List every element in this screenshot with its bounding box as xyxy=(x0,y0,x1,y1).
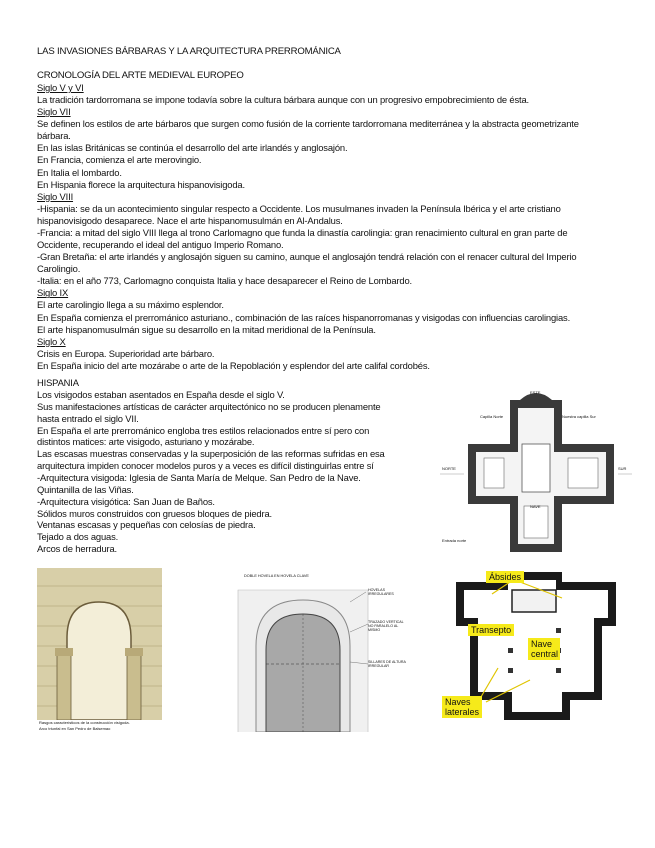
hispania-line: Arcos de herradura. xyxy=(37,543,118,555)
hispania-line: En España el arte prerrománico engloba tres estilos relacionados entre sí pero con xyxy=(37,424,370,436)
horseshoe-arch-diagram xyxy=(228,572,408,732)
chronology-line: Se definen los estilos de arte bárbaros que surgen como fusión de la corriente tardorromana mediterránea y la abstracta geometrizante xyxy=(37,118,579,130)
hispania-line: Tejado a dos aguas. xyxy=(37,531,119,543)
chronology-line: En España inicio del arte mozárabe o arte de la Repoblación y esplendor del arte califal cordobés. xyxy=(37,359,430,371)
chronology-line: -Hispania: se da un acontecimiento singular respecto a Occidente. Los musulmanes invaden la Península Ibérica y el arte cristiano xyxy=(37,202,561,214)
arch-caption-1: Rasgos característicos de la construcción visigoda. xyxy=(39,720,130,725)
chronology-line: El arte hispanomusulmán sigue su desarrollo en la mitad meridional de la Península. xyxy=(37,323,376,335)
chronology-line: En España comienza el prerrománico asturiano., combinación de las raíces hispanorromanas y visigodas con influencias carolingias. xyxy=(37,311,571,323)
century-heading: Siglo V y VI xyxy=(37,82,84,93)
plan-label-north-entry: Entrada norte xyxy=(442,538,467,543)
plan-label-north-chapel: Capilla Norte xyxy=(480,414,504,419)
century-heading: Siglo X xyxy=(37,335,66,347)
plan-label-south: SUR xyxy=(618,466,627,471)
hispania-line: Sus manifestaciones artísticas de carácter arquitectónico no se producen plenamente xyxy=(37,400,381,412)
arch-illustration-drawing xyxy=(37,568,162,720)
hispania-line: Sólidos muros construidos con gruesos bloques de piedra. xyxy=(37,507,272,519)
hispania-line: Las escasas muestras conservadas y la superposición de las reformas sufridas en esa xyxy=(37,448,385,460)
hispania-line: distintos matices: arte visigodo, asturiano y mozárabe. xyxy=(37,436,255,448)
arch-diagram-drawing xyxy=(228,572,408,732)
chronology-line: En Italia el lombardo. xyxy=(37,166,122,178)
century-heading: Siglo IX xyxy=(37,287,69,299)
callout-transept: Transepto xyxy=(468,624,514,636)
annotated-floor-plan-figure xyxy=(445,568,620,724)
hispania-line: Los visigodos estaban asentados en España desde el siglo V. xyxy=(37,389,285,400)
hispania-line: -Arquitectura visigoda: Iglesia de Santa María de Melque. San Pedro de la Nave. xyxy=(37,471,361,483)
chronology-line: -Italia: en el año 773, Carlomagno conquista Italia y hace desaparecer el Reino de Lombardo. xyxy=(37,275,412,287)
chronology-line: Carolingio. xyxy=(37,263,81,275)
chronology-line: hispanovisigodo desaparece. Nace el arte hispanomusulmán en Al-Andalus. xyxy=(37,214,343,226)
church-floor-plan-figure xyxy=(438,386,634,564)
hispania-title: HISPANIA xyxy=(37,377,79,388)
chronology-line: En Hispania florece la arquitectura hispanovisigoda. xyxy=(37,178,245,190)
chronology-line: En las islas Británicas se continúa el desarrollo del arte irlandés y anglosajón. xyxy=(37,142,348,154)
chronology-line: -Gran Bretaña: el arte irlandés y anglosajón siguen su camino, aunque el anglosajón tendrá relación con el renacer cultural del Imperio xyxy=(37,251,577,263)
document-title: LAS INVASIONES BÁRBARAS Y LA ARQUITECTURA PRERROMÁNICA xyxy=(37,46,341,57)
chronology-line: En Francia, comienza el arte merovingio. xyxy=(37,154,202,166)
chronology-line: bárbara. xyxy=(37,130,71,142)
century-heading: Siglo VII xyxy=(37,106,71,118)
chronology-title: CRONOLOGÍA DEL ARTE MEDIEVAL EUROPEO xyxy=(37,70,244,81)
callout-central-nave: Nave central xyxy=(528,638,560,660)
hispania-line: arquitectura impiden conocer modelos puros y a veces es difícil distinguirlas entre sí xyxy=(37,460,374,472)
hispania-line: -Arquitectura visigótica: San Juan de Baños. xyxy=(37,495,215,507)
callout-side-naves: Naves laterales xyxy=(442,696,482,718)
plan-label-east: ESTE xyxy=(530,390,541,395)
plan-label-south-chapel: Nuestra capilla Sur xyxy=(562,414,596,419)
arch-label-voussoirs: HOVELAS IRREGULARES xyxy=(368,588,394,596)
arch-label-vertical: TRAZADO VERTICAL NO PARALELO AL MISMO xyxy=(368,620,404,632)
hispania-line: Ventanas escasas y pequeñas con celosías de piedra. xyxy=(37,519,256,531)
chronology-line: -Francia: a mitad del siglo VIII llega al trono Carlomagno que funda la dinastía carolingia: gran renacimiento cultural en gran parte de xyxy=(37,226,568,238)
chronology-line: Crisis en Europa. Superioridad arte bárbaro. xyxy=(37,347,215,359)
horseshoe-arch-illustration xyxy=(37,568,162,734)
century-heading: Siglo VIII xyxy=(37,190,74,202)
callout-apses: Ábsides xyxy=(486,571,524,583)
hispania-line: hasta entrado el siglo VII. xyxy=(37,412,139,424)
hispania-line: Quintanilla de las Viñas. xyxy=(37,483,134,495)
plan-label-north: NORTE xyxy=(442,466,456,471)
chronology-line: El arte carolingio llega a su máximo esplendor. xyxy=(37,299,224,311)
floor-plan-drawing xyxy=(438,386,634,564)
plan-label-nave: NAVE xyxy=(530,504,541,509)
chronology-line: La tradición tardorromana se impone todavía sobre la cultura bárbara aunque con un progresivo empobrecimiento de ésta. xyxy=(37,94,529,106)
arch-label-key: DOBLE HOVELA EN HOVELA CLAVE xyxy=(244,574,309,578)
arch-label-ashlars: SILLARES DE ALTURA IRREGULAR xyxy=(368,660,406,668)
arch-caption-2: Arco triunfal en San Pedro de Balsemao xyxy=(39,726,111,731)
chronology-line: Occidente, recuperando el ideal del antiguo Imperio Romano. xyxy=(37,239,284,251)
